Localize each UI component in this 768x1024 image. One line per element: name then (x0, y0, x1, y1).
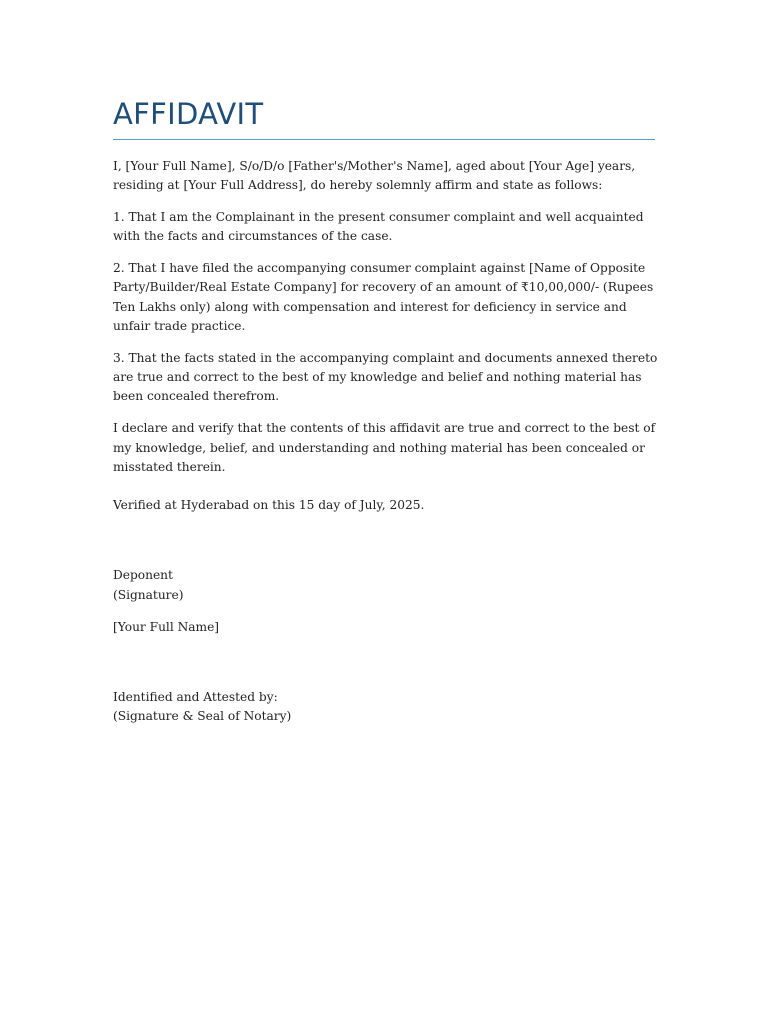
intro-paragraph: I, [Your Full Name], S/o/D/o [Father's/Mother's Name], aged about [Your Age] years, residing at [Your Full Address], do hereby solemnly affirm and state as follows: (113, 159, 636, 193)
statement-paragraph-2: 2. That I have filed the accompanying consumer complaint against [Name of Opposite Party/Builder/Real Estate Company] for recovery of an amount of ₹10,00,000/- (Rupees Ten Lakhs only) along with compensation and interest for deficiency in service and unfair trade practice. (113, 261, 654, 334)
deponent-name: [Your Full Name] (113, 619, 220, 634)
deponent-block (113, 566, 658, 605)
deponent-signature: (Signature) (113, 587, 184, 602)
document-title: AFFIDAVIT (113, 97, 264, 131)
deponent-label: Deponent (113, 568, 173, 583)
document-body (113, 157, 658, 739)
attested-label: Identified and Attested by: (113, 689, 278, 704)
attestation-block (113, 688, 658, 727)
notary-signature: (Signature & Seal of Notary) (113, 709, 292, 724)
statement-paragraph-3: 3. That the facts stated in the accompanying complaint and documents annexed thereto are true and correct to the best of my knowledge and belief and nothing material has been concealed therefrom. (113, 350, 658, 404)
statement-paragraph-1: 1. That I am the Complainant in the present consumer complaint and well acquainted with the facts and circumstances of the case. (113, 210, 644, 244)
title-underline (113, 139, 655, 140)
declaration-paragraph: I declare and verify that the contents of this affidavit are true and correct to the best of my knowledge, belief, and understanding and nothing material has been concealed or misstated therein. (113, 421, 656, 474)
verification-line: Verified at Hyderabad on this 15 day of July, 2025. (113, 498, 425, 513)
